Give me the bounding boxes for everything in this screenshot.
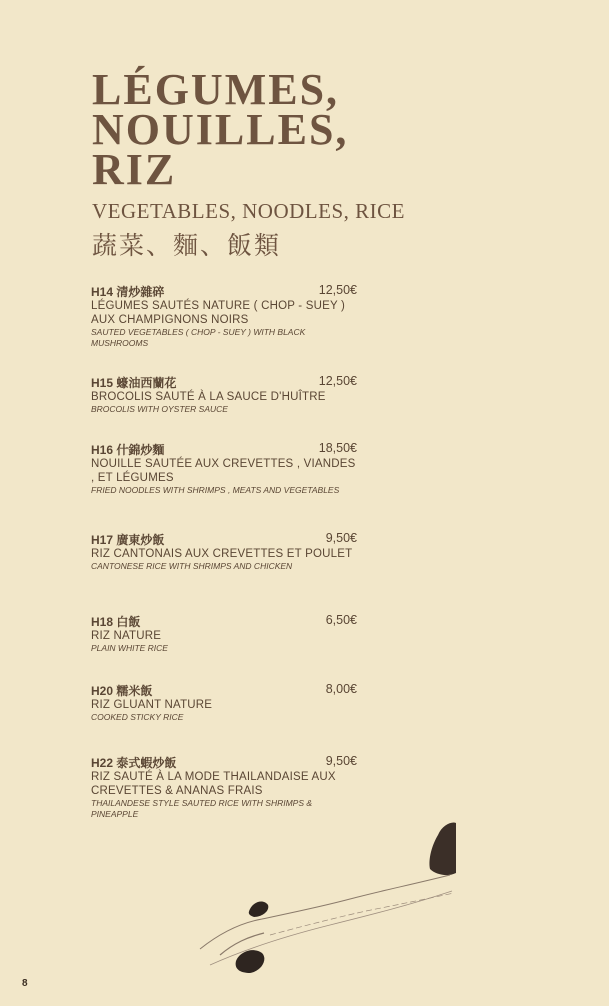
menu-item-price: 6,50€	[325, 613, 357, 627]
menu-item-english: FRIED NOODLES WITH SHRIMPS , MEATS AND VEGETABLES	[91, 485, 340, 495]
menu-item-header	[91, 682, 357, 698]
menu-item-header	[91, 374, 357, 390]
page-subtitle-chinese: 蔬菜、麵、飯類	[92, 231, 282, 260]
menu-item-header	[91, 754, 357, 770]
menu-item-french: RIZ GLUANT NATURE	[91, 699, 213, 711]
menu-item-header	[91, 283, 357, 299]
menu-item-english: PLAIN WHITE RICE	[91, 643, 168, 653]
ink-rock-shape	[236, 950, 265, 973]
menu-item-french: LÉGUMES SAUTÉS NATURE ( CHOP - SUEY ) AUX CHAMPIGNONS NOIRS	[91, 300, 346, 326]
menu-item	[91, 682, 357, 723]
ink-rock-shape	[249, 902, 269, 917]
menu-item-price: 12,50€	[318, 374, 357, 388]
menu-item	[91, 283, 357, 349]
menu-item-price: 9,50€	[325, 531, 357, 545]
menu-item-french: RIZ NATURE	[91, 630, 162, 642]
menu-item-code: H14 清炒雜碎	[91, 285, 165, 299]
title-line: NOUILLES,	[92, 105, 349, 154]
menu-item-english: THAILANDESE STYLE SAUTED RICE WITH SHRIMPS & PINEAPPLE	[91, 798, 313, 819]
menu-item-code: H18 白飯	[91, 615, 141, 629]
menu-item	[91, 613, 357, 654]
title-line: RIZ	[92, 145, 177, 194]
menu-item	[91, 531, 357, 572]
page-number: 8	[22, 978, 28, 989]
menu-item-code: H16 什錦炒麵	[91, 443, 165, 457]
page-title	[92, 65, 349, 194]
ink-stroke	[200, 875, 450, 949]
menu-item	[91, 441, 357, 496]
menu-item-french: RIZ SAUTÉ À LA MODE THAILANDAISE AUX CREVETTES & ANANAS FRAIS	[91, 771, 336, 797]
title-line: LÉGUMES,	[92, 65, 340, 114]
menu-item-french: NOUILLE SAUTÉE AUX CREVETTES , VIANDES , ET LÉGUMES	[91, 458, 356, 484]
menu-item-code: H17 廣東炒飯	[91, 533, 165, 547]
menu-item-english: BROCOLIS WITH OYSTER SAUCE	[91, 404, 228, 414]
page-subtitle: VEGETABLES, NOODLES, RICE	[92, 199, 405, 223]
menu-item-code: H15 蠔油西蘭花	[91, 376, 177, 390]
menu-item-price: 9,50€	[325, 754, 357, 768]
menu-item-header	[91, 441, 357, 457]
ink-rock-shape	[429, 823, 456, 876]
menu-item-price: 8,00€	[325, 682, 357, 696]
menu-item-french: RIZ CANTONAIS AUX CREVETTES ET POULET	[91, 548, 353, 560]
menu-item-price: 12,50€	[318, 283, 357, 297]
menu-item-french: BROCOLIS SAUTÉ À LA SAUCE D'HUÎTRE	[91, 391, 326, 403]
menu-item-english: COOKED STICKY RICE	[91, 712, 184, 722]
menu-item-code: H22 泰式蝦炒飯	[91, 756, 177, 770]
ink-brush-decoration	[190, 815, 470, 985]
menu-item-header	[91, 613, 357, 629]
menu-item	[91, 754, 357, 820]
menu-item-english: SAUTED VEGETABLES ( CHOP - SUEY ) WITH BLACK MUSHROOMS	[91, 327, 306, 348]
menu-item-header	[91, 531, 357, 547]
menu-item-english: CANTONESE RICE WITH SHRIMPS AND CHICKEN	[91, 561, 293, 571]
menu-item-code: H20 糯米飯	[91, 684, 153, 698]
menu-item-price: 18,50€	[318, 441, 357, 455]
menu-item	[91, 374, 357, 415]
